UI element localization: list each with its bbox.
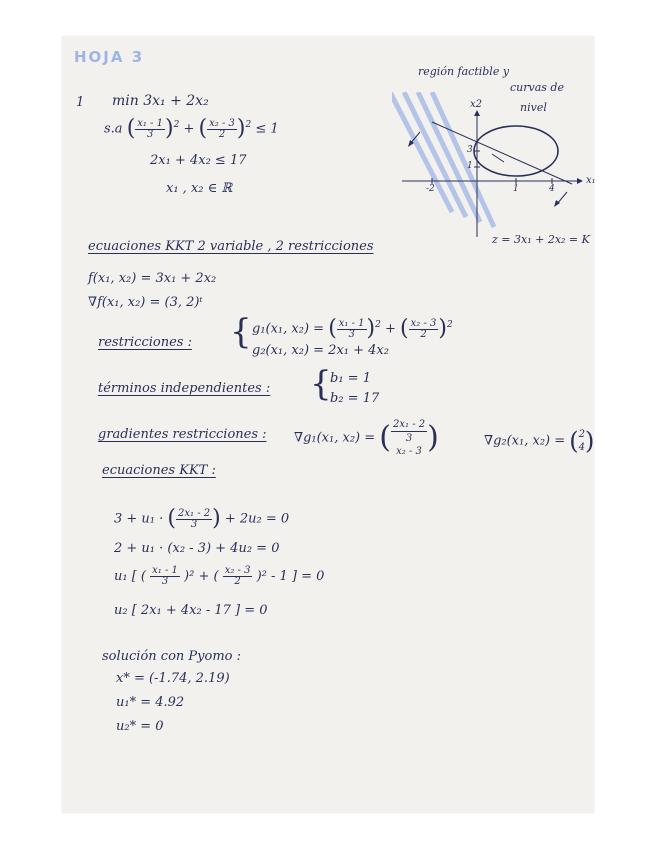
e1-end: + 2u₂ = 0 <box>224 511 290 527</box>
ecuaciones-label: ecuaciones KKT : <box>102 463 216 478</box>
terminos-label: términos independientes : <box>98 381 271 396</box>
g1-prefix: g₁(x₁, x₂) = <box>252 321 325 337</box>
gradient-f: ∇f(x₁, x₂) = (3, 2)ᵗ <box>88 295 203 310</box>
c1-num-a: x₁ - 1 <box>137 117 164 129</box>
plot-tick-4: 4 <box>549 184 555 194</box>
plot-tick-1y: 1 <box>467 161 473 171</box>
b1-value: b₁ = 1 <box>330 371 371 386</box>
plot-tick-neg2: -2 <box>426 184 435 194</box>
plot-axis-y: x2 <box>470 99 483 110</box>
problem-number: 1 <box>76 95 85 110</box>
constraint-3: x₁ , x₂ ∈ ℝ <box>166 181 233 196</box>
kkt-equation-2: 2 + u₁ · (x₂ - 3) + 4u₂ = 0 <box>114 541 280 556</box>
e3-den1: 3 <box>161 576 169 587</box>
plot-level-curve-label: z = 3x₁ + 2x₂ = K <box>492 233 590 246</box>
c1-den-b: 2 <box>218 128 226 140</box>
kkt-equation-4: u₂ [ 2x₁ + 4x₂ - 17 ] = 0 <box>114 603 268 618</box>
grad-g1: ∇g₁(x₁, x₂) = ( $\frac{\text{2x₁ - 2}}{3}$ x₂ - 3 ) <box>294 419 439 457</box>
g1-num-b: x₂ - 3 <box>410 317 437 329</box>
kkt-header-text: ecuaciones KKT 2 variable , 2 restricciones <box>88 239 374 254</box>
objective-function: f(x₁, x₂) = 3x₁ + 2x₂ <box>88 271 217 286</box>
grad-g1-top-num: 2x₁ - 2 <box>393 419 426 430</box>
kkt-header <box>88 240 374 253</box>
c1-num-b: x₂ - 3 <box>209 117 235 129</box>
grad-g2-bottom: 4 <box>578 442 586 453</box>
grad-g1-bottom: x₂ - 3 <box>396 446 422 457</box>
notebook-page <box>62 36 594 813</box>
b2-value: b₂ = 17 <box>330 391 380 406</box>
e3-den2: 2 <box>234 576 241 587</box>
e1-num: 2x₁ - 2 <box>178 507 211 519</box>
c1-den-a: 3 <box>146 128 154 140</box>
grad-g1-prefix: ∇g₁(x₁, x₂) = <box>294 430 376 446</box>
e3-num1: x₁ - 1 <box>152 565 178 576</box>
objective: min 3x₁ + 2x₂ <box>112 93 209 109</box>
e1-den: 3 <box>190 518 198 530</box>
plot-label-region: región factible y <box>418 65 510 78</box>
g1-definition: g₁(x₁, x₂) = ( $\frac{\text{x₁ - 1}}{3}$ )$^2$ + ( $\frac{\text{x₂ - 3}}{2}$ )$^2$ <box>252 316 453 341</box>
plot-tick-3: 3 <box>467 145 473 155</box>
e3-end: )² - 1 ] = 0 <box>256 569 325 584</box>
e1-start: 3 + u₁ · <box>114 511 164 527</box>
solution-u2: u₂* = 0 <box>116 719 164 734</box>
grad-g1-top-den: 3 <box>405 433 413 444</box>
grad-g2-prefix: ∇g₂(x₁, x₂) = <box>484 433 566 449</box>
e3-start: u₁ [ ( <box>114 569 146 584</box>
g1-den-a: 3 <box>348 328 355 340</box>
plot-label-nivel: nivel <box>520 101 547 114</box>
e3-mid: )² + ( <box>184 569 219 584</box>
level-lines <box>392 92 494 227</box>
c1-rhs: ≤ 1 <box>255 121 279 137</box>
plot-axis-x: x₁ <box>586 175 596 186</box>
sa-prefix: s.a <box>104 121 123 137</box>
brace-terminos: { <box>310 364 332 404</box>
plot-label-curvas: curvas de <box>510 81 564 94</box>
gradientes-label: gradientes restricciones : <box>98 427 267 442</box>
brace-restricciones: { <box>230 312 252 352</box>
kkt-equation-1: 3 + u₁ · ( $\frac{\text{2x₁ - 2}}{3}$ ) + 2u₂ = 0 <box>114 506 290 531</box>
constraint-2: 2x₁ + 4x₂ ≤ 17 <box>150 153 247 168</box>
plot-tick-1: 1 <box>513 184 519 194</box>
restricciones-label: restricciones : <box>98 335 192 350</box>
grad-g2: ∇g₂(x₁, x₂) = (2 4) <box>484 427 595 455</box>
g1-num-a: x₁ - 1 <box>338 317 365 329</box>
kkt-equation-3 <box>114 566 324 587</box>
page-title: HOJA 3 <box>74 48 145 66</box>
constraint-1: s.a ( $\frac{\text{x₁ - 1}}{3}$ )$^2$ + ( $\frac{\text{x₂ - 3}}{2}$ )$^2$ ≤ 1 <box>104 116 279 141</box>
grad-g2-top: 2 <box>578 429 586 440</box>
g1-den-b: 2 <box>420 328 427 340</box>
solucion-label: solución con Pyomo : <box>102 649 241 664</box>
e3-num2: x₂ - 3 <box>224 565 251 576</box>
feasible-region-plot <box>392 92 592 242</box>
solution-u1: u₁* = 4.92 <box>116 695 185 710</box>
feasible-ellipse <box>474 126 558 176</box>
g2-definition: g₂(x₁, x₂) = 2x₁ + 4x₂ <box>252 343 389 358</box>
solution-x: x* = (-1.74, 2.19) <box>116 671 230 686</box>
